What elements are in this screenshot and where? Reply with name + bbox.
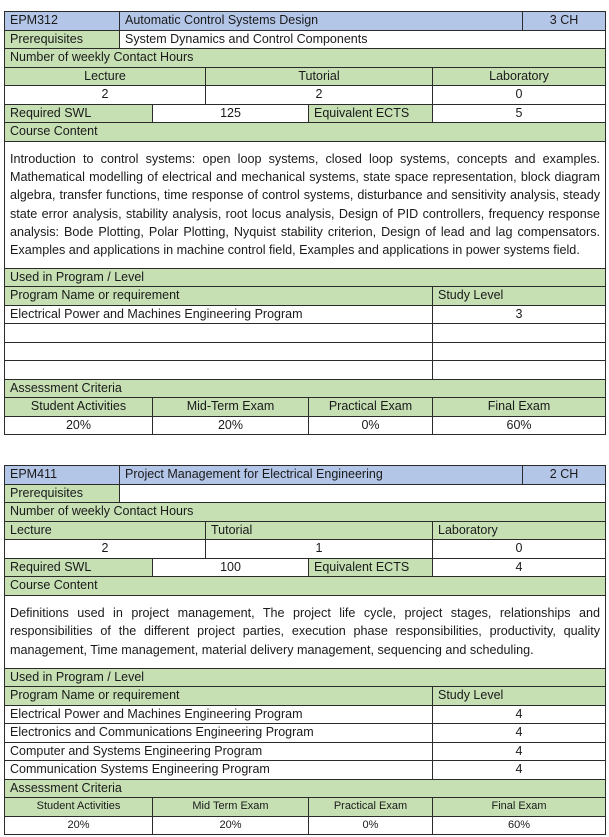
program-row	[5, 361, 606, 380]
assessment-criteria-label: Assessment Criteria	[5, 779, 606, 798]
prerequisites-value	[120, 484, 606, 503]
final-exam-header: Final Exam	[433, 798, 606, 817]
midterm-exam-header: Mid Term Exam	[153, 798, 309, 817]
course-table-epm411	[4, 465, 606, 835]
study-level: 3	[433, 305, 606, 324]
assessment-criteria-label: Assessment Criteria	[5, 379, 606, 398]
program-name: Electrical Power and Machines Engineering Program	[5, 705, 433, 724]
course-title: Project Management for Electrical Engineering	[120, 466, 523, 485]
study-level	[433, 361, 606, 380]
program-row	[5, 705, 606, 724]
student-activities-header: Student Activities	[5, 398, 153, 417]
prerequisites-label: Prerequisites	[5, 484, 120, 503]
swl-label: Required SWL	[5, 104, 153, 123]
study-level: 4	[433, 761, 606, 780]
swl-value: 100	[153, 558, 309, 577]
tutorial-hours: 1	[206, 540, 433, 559]
contact-hours-label: Number of weekly Contact Hours	[5, 49, 606, 68]
course-content-text: Definitions used in project management, The project life cycle, project stages, relationships and responsibilities of the different project parties, execution phase responsibilities, productivity, quality management, Time management, material delivery management, sequencing and scheduling.	[5, 595, 606, 668]
course-content-text: Introduction to control systems: open loop systems, closed loop systems, concepts and examples. Mathematical modelling of electrical and mechanical systems, state space representation, block diagram algebra, transfer functions, time response of control systems, disturbance and sensitivity analysis, steady state error analysis, stability analysis, root locus analysis, Design of PID controllers, frequency response analysis: Bode Plotting, Polar Plotting, Nyquist stability criterion, Design of lead and lag compensators. Examples and applications in machine control field, Examples and applications in power systems field.	[5, 141, 606, 268]
laboratory-label: Laboratory	[433, 67, 606, 86]
course-code: EPM312	[5, 12, 120, 31]
program-row	[5, 324, 606, 343]
course-code: EPM411	[5, 466, 120, 485]
tutorial-hours: 2	[206, 86, 433, 105]
program-name	[5, 361, 433, 380]
final-exam-header: Final Exam	[433, 398, 606, 417]
student-activities-value: 20%	[5, 816, 153, 835]
program-row	[5, 761, 606, 780]
laboratory-hours: 0	[433, 540, 606, 559]
prerequisites-value: System Dynamics and Control Components	[120, 30, 606, 49]
final-exam-value: 60%	[433, 416, 606, 435]
program-row	[5, 342, 606, 361]
credit-hours: 3 CH	[523, 12, 606, 31]
program-name: Computer and Systems Engineering Program	[5, 742, 433, 761]
lecture-hours: 2	[5, 86, 206, 105]
swl-label: Required SWL	[5, 558, 153, 577]
program-row	[5, 742, 606, 761]
credit-hours: 2 CH	[523, 466, 606, 485]
used-in-program-label: Used in Program / Level	[5, 668, 606, 687]
study-level-header: Study Level	[433, 687, 606, 706]
student-activities-header: Student Activities	[5, 798, 153, 817]
practical-exam-value: 0%	[309, 416, 433, 435]
study-level: 4	[433, 705, 606, 724]
midterm-exam-value: 20%	[153, 816, 309, 835]
program-name: Electronics and Communications Engineering Program	[5, 724, 433, 743]
ects-label: Equivalent ECTS	[309, 558, 433, 577]
student-activities-value: 20%	[5, 416, 153, 435]
used-in-program-label: Used in Program / Level	[5, 268, 606, 287]
study-level	[433, 342, 606, 361]
study-level: 4	[433, 742, 606, 761]
study-level-header: Study Level	[433, 287, 606, 306]
practical-exam-header: Practical Exam	[309, 798, 433, 817]
ects-label: Equivalent ECTS	[309, 104, 433, 123]
ects-value: 4	[433, 558, 606, 577]
lecture-label: Lecture	[5, 67, 206, 86]
program-name-header: Program Name or requirement	[5, 287, 433, 306]
tutorial-label: Tutorial	[206, 67, 433, 86]
practical-exam-value: 0%	[309, 816, 433, 835]
program-name: Communication Systems Engineering Program	[5, 761, 433, 780]
course-table-epm312	[4, 11, 606, 435]
course-title: Automatic Control Systems Design	[120, 12, 523, 31]
ects-value: 5	[433, 104, 606, 123]
midterm-exam-header: Mid-Term Exam	[153, 398, 309, 417]
study-level	[433, 324, 606, 343]
final-exam-value: 60%	[433, 816, 606, 835]
contact-hours-label: Number of weekly Contact Hours	[5, 503, 606, 522]
program-row	[5, 724, 606, 743]
tutorial-label: Tutorial	[206, 521, 433, 540]
swl-value: 125	[153, 104, 309, 123]
lecture-label: Lecture	[5, 521, 206, 540]
program-row	[5, 305, 606, 324]
course-content-label: Course Content	[5, 123, 606, 142]
program-name	[5, 342, 433, 361]
practical-exam-header: Practical Exam	[309, 398, 433, 417]
program-name-header: Program Name or requirement	[5, 687, 433, 706]
midterm-exam-value: 20%	[153, 416, 309, 435]
program-name: Electrical Power and Machines Engineering Program	[5, 305, 433, 324]
study-level: 4	[433, 724, 606, 743]
course-content-label: Course Content	[5, 577, 606, 596]
laboratory-label: Laboratory	[433, 521, 606, 540]
lecture-hours: 2	[5, 540, 206, 559]
program-name	[5, 324, 433, 343]
laboratory-hours: 0	[433, 86, 606, 105]
prerequisites-label: Prerequisites	[5, 30, 120, 49]
